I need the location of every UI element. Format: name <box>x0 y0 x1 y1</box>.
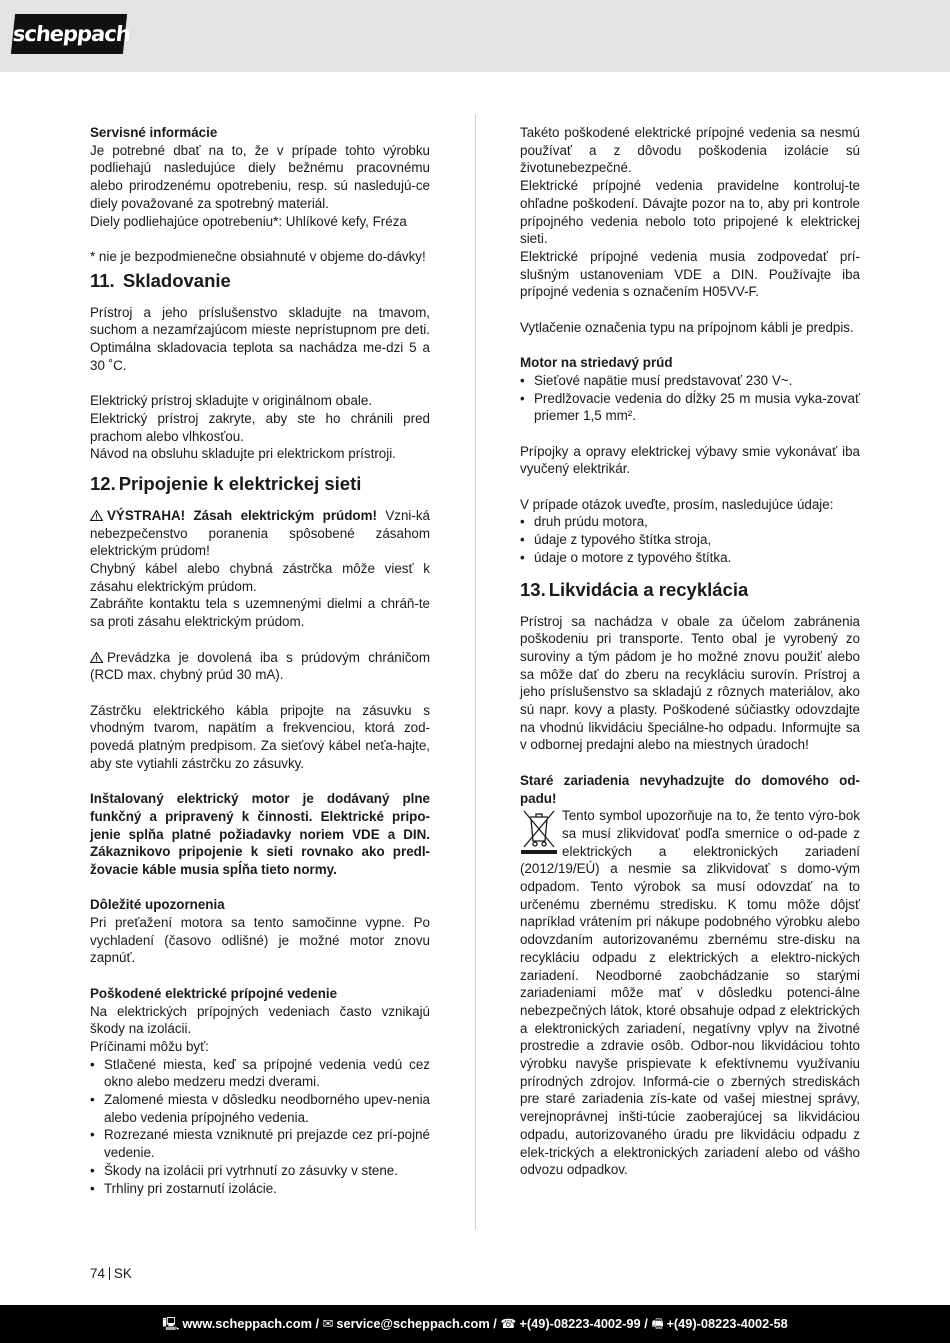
old-devices-title: Staré zariadenia nevyhadzujte do domového od-padu! <box>520 772 860 806</box>
list-item: • Predlžovacie vedenia do dĺžky 25 m musia vyka-zovať priemer 1,5 mm². <box>520 390 860 425</box>
section-12-heading <box>90 473 430 495</box>
important-text: Pri preťažení motora sa tento samočinne vypne. Po vychladení (časovo odlišné) je možné motor znovu zapnúť. <box>90 915 430 966</box>
ac-motor-title: Motor na striedavý prúd <box>520 355 673 371</box>
warning-triangle-icon <box>90 510 103 521</box>
warning-label: VÝSTRAHA! Zásah elektrickým prúdom! <box>107 507 377 523</box>
rcd-text: Prevádzka je dovolená iba s prúdovým chráničom (RCD max. chybný prúd 30 mA). <box>90 649 430 683</box>
crossed-bin-icon <box>520 808 558 854</box>
email-icon: ✉ <box>322 1316 334 1331</box>
storage-paragraph-2b: Elektrický prístroj zakryte, aby ste ho chránili pred prachom alebo vlhkosťou. <box>90 410 430 444</box>
footer-separator: / <box>489 1316 501 1331</box>
list-item: • Zalomené miesta v dôsledku neodborného upev-nenia alebo vedenia prípojného vedenia. <box>90 1091 430 1126</box>
right-paragraph-1: Takéto poškodené elektrické prípojné vedenia sa nesmú používať a z dôvodu poškodenia izolácie sú životunebezpečné. <box>520 125 860 176</box>
phone-icon: ☎ <box>500 1316 517 1331</box>
disposal-paragraph: Prístroj sa nachádza v obale za účelom zabránenia poškodeniu pri transporte. Tento obal je vyrobený zo suroviny a tým pádom je ho možné znovu použiť alebo sa môže dať do zberu na recykláciu surovín. Prístroj a jeho príslušenstvo sa skladajú z rôznych materiálov, ako sú napr. kovy a plasty. Poškodené súčiastky odovzdajte na vhodnú likvidáciu špeciálne-ho odpadu. Informujte sa v odbornej predajni alebo na miestnych úradoch! <box>520 613 860 753</box>
service-title: Servisné informácie <box>90 125 218 140</box>
footer-fax: +(49)-08223-4002-58 <box>666 1316 788 1331</box>
footnote: * nie je bezpodmienečne obsiahnuté v objeme do-dávky! <box>90 248 426 264</box>
page-language: SK <box>113 1266 132 1281</box>
weee-block <box>520 807 860 1179</box>
list-item: • údaje o motore z typového štítka. <box>520 549 860 567</box>
warning-triangle-icon <box>90 652 103 663</box>
left-column <box>90 124 430 1197</box>
section-11-title: Skladovanie <box>122 269 231 291</box>
list-item: • Škody na izolácii pri vytrhnutí zo zásuvky v stene. <box>90 1162 430 1180</box>
header-bar <box>0 0 950 72</box>
ac-motor-list <box>520 372 860 425</box>
right-paragraph-5: Prípojky a opravy elektrickej výbavy smie vykonávať iba vyučený elektrikár. <box>520 443 860 477</box>
motor-paragraph: Inštalovaný elektrický motor je dodávaný plne funkčný a pripravený k činnosti. Elektrické pripo-jenie splňa platné požiadavky noriem VDE a DIN. Zákaznikovo pripojenie k sieti rovnako ako predl-žovacie káble musia spĺňa tieto normy. <box>90 791 430 877</box>
section-12-title: Pripojenie k elektrickej sieti <box>118 472 362 494</box>
service-text: Je potrebné dbať na to, že v prípade tohto výrobku podliehajú nasledujúce diely bežnému pracovnému alebo prirodzenému opotrebeniu, resp. sú nasledujú-ce diely považované za spotrebný materiál. <box>90 142 430 211</box>
questions-list <box>520 513 860 566</box>
footer-separator: / <box>640 1316 652 1331</box>
right-paragraph-2: Elektrické prípojné vedenia pravidelne kontroluj-te ohľadne poškodení. Dávajte pozor na to, aby pri kontrole prípojného vedenia nebolo toto pripojené k elektrickej sieti. <box>520 178 860 247</box>
damaged-cable-title: Poškodené elektrické prípojné vedenie <box>90 985 338 1001</box>
list-item: • Stlačené miesta, keď sa prípojné vedenia vedú cez okno alebo medzeru medzi dverami. <box>90 1056 430 1091</box>
footer-email-link[interactable]: service@scheppach.com <box>336 1316 490 1331</box>
causes-intro: Príčinami môžu byť: <box>90 1038 209 1054</box>
section-12-number: 12. <box>90 472 116 494</box>
footer-web-link[interactable]: www.scheppach.com <box>182 1316 312 1331</box>
rcd-paragraph <box>90 649 430 684</box>
wear-parts: Diely podliehajúce opotrebeniu*: Uhlíkové kefy, Fréza <box>90 213 407 229</box>
damaged-cable-text: Na elektrických prípojných vedeniach často vznikajú škody na izolácii. <box>90 1003 430 1037</box>
section-13-number: 13. <box>520 578 546 600</box>
right-column <box>520 124 860 1179</box>
storage-paragraph-1: Prístroj a jeho príslušenstvo skladujte na tmavom, suchom a nezamŕzajúcom mieste neprístupnom pre deti. Optimálna skladovacia teplota sa nachádza me-dzi 5 a 30 ˚C. <box>90 304 430 373</box>
warning-paragraph <box>90 507 430 560</box>
list-item: • Rozrezané miesta vzniknuté pri prejazde cez prí-pojné vedenie. <box>90 1126 430 1161</box>
right-paragraph-3: Elektrické prípojné vedenia musia zodpovedať prí-slušným ustanoveniam VDE a DIN. Používajte iba prípojné vedenia s označením H05VV-F. <box>520 248 860 300</box>
right-paragraph-4: Vytlačenie označenia typu na prípojnom kábli je predpis. <box>520 319 854 335</box>
computer-icon: 🖳 <box>162 1316 180 1331</box>
section-13-title: Likvidácia a recyklácia <box>548 578 749 600</box>
warning-paragraph-3: Zabráňte kontaktu tela s uzemnenými dielmi a chráň-te sa proti zásahu elektrickým prúdom. <box>90 596 430 630</box>
storage-paragraph-2a: Elektrický prístroj skladujte v originálnom obale. <box>90 393 373 409</box>
page-number-value: 74 <box>90 1266 105 1281</box>
list-item: • údaje z typového štítka stroja, <box>520 531 860 549</box>
warning-paragraph-2: Chybný kábel alebo chybná zástrčka môže viesť k zásahu elektrickým prúdom. <box>90 561 430 594</box>
weee-text: Tento symbol upozorňuje na to, že tento výro-bok sa musí zlikvidovať podľa smernice o od-pade z elektrických a elektronických zariadení (2012/19/EÚ) a nesmie sa zlikvidovať s domo-vým odpadom. Tento výrobok sa musí odovzdať na to určenému zbernému stredisku. K tomu môže dôjsť napríklad vrátením pri nákupe podobného výrobku alebo odovzdaním autorizovanému zbernému stre-disku na recykláciu odpadu z elektrických a elektro-nických zariadení. Neodborné zaobchádzanie so starými zariadeniami môže mať v dôsledku potenci-álne nebezpečných látok, ktoré obsahuje odpad z elektrických a elektronických zariadení, negatívny vplyv na životné prostredie a zdravie osôb. Odbor-nou likvidáciou tohto výrobku navyše prispievate k efektívnemu využívaniu prírodných zdrojov. Informá-cie o zberných strediskách pre staré zariadenia zís-kate od vašej miestnej správy, verejnoprávnej inšti-túcie zaoberajúcej sa likvidáciou odpadu, autorizovaného úradu pre likvidáciu odpadu z elek-trických a elektronických zariadení alebo od vášho odvozu odpadkov. <box>520 808 860 1178</box>
section-11-heading <box>90 270 430 292</box>
warning-text: Vzni-ká nebezpečenstvo poranenia spôsobené zásahom elektrickým prúdom! <box>90 507 430 559</box>
column-divider <box>475 114 476 1230</box>
storage-paragraph-2c: Návod na obsluhu skladujte pri elektrickom prístroji. <box>90 446 396 462</box>
list-item: • Sieťové napätie musí predstavovať 230 V~. <box>520 372 860 390</box>
footer-phone: +(49)-08223-4002-99 <box>519 1316 641 1331</box>
scheppach-logo: scheppach <box>11 14 127 54</box>
list-item: • Trhliny pri zostarnutí izolácie. <box>90 1180 430 1198</box>
questions-intro: V prípade otázok uveďte, prosím, nasledujúce údaje: <box>520 496 834 512</box>
plug-paragraph: Zástrčku elektrického kábla pripojte na zásuvku s vhodným tvarom, napätím a frekvenciou, ktorá zod-povedá platným predpisom. Za sieťový kábel neťa-hajte, aby ste vytiahli zástrčku zo zásuvky. <box>90 702 430 771</box>
causes-list <box>90 1056 430 1198</box>
fax-icon: 🖷 <box>651 1316 664 1331</box>
page-number <box>90 1266 132 1281</box>
footer-bar <box>0 1305 950 1343</box>
section-11-number: 11. <box>90 269 115 291</box>
important-title: Dôležité upozornenia <box>90 897 225 913</box>
footer-separator: / <box>312 1316 323 1331</box>
section-13-heading <box>520 579 860 601</box>
list-item: • druh prúdu motora, <box>520 513 860 531</box>
